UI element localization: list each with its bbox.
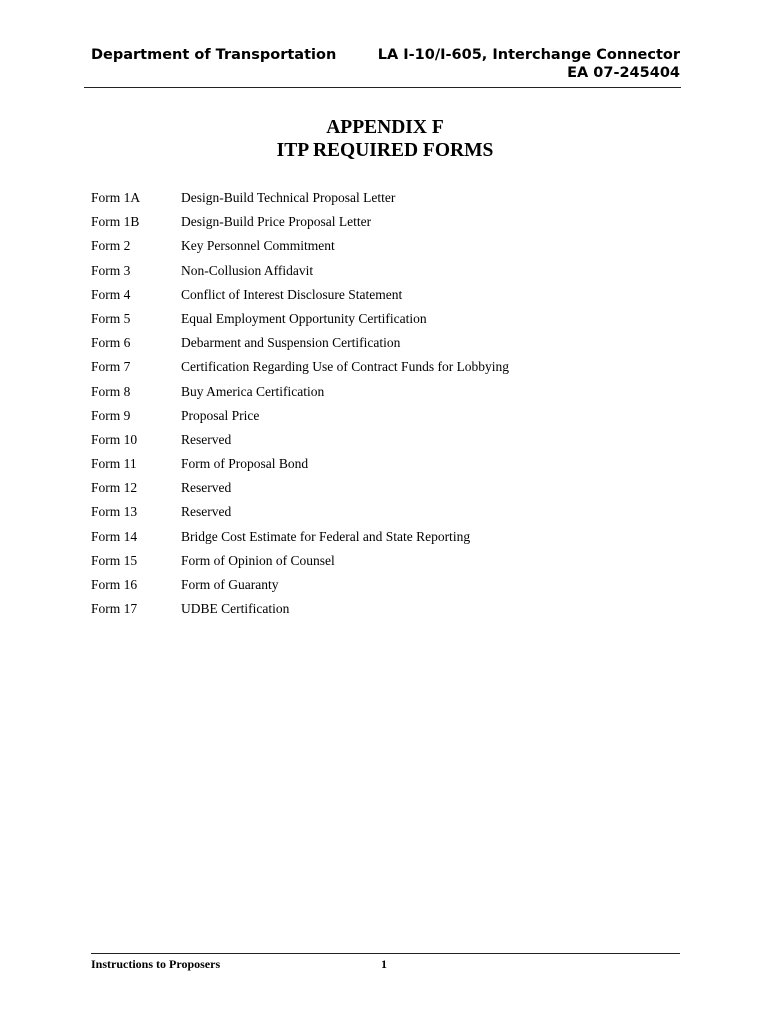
form-list-item (91, 356, 509, 380)
form-title: Key Personnel Commitment (181, 238, 335, 254)
form-list-item (91, 187, 509, 211)
form-list-item (91, 211, 509, 235)
form-number: Form 17 (91, 601, 138, 617)
form-number: Form 8 (91, 383, 131, 399)
form-list-item (91, 526, 509, 550)
form-list-item (91, 574, 509, 598)
form-list-item (91, 453, 509, 477)
forms-list (91, 187, 509, 622)
footer-section-title: Instructions to Proposers (91, 957, 221, 971)
form-title: Debarment and Suspension Certification (181, 335, 401, 351)
form-title: Reserved (181, 480, 232, 496)
form-list-item (91, 550, 509, 574)
form-number: Form 7 (91, 359, 131, 375)
form-number: Form 6 (91, 335, 131, 351)
form-number: Form 2 (91, 238, 131, 254)
form-number: Form 10 (91, 431, 138, 447)
appendix-subtitle: ITP REQUIRED FORMS (276, 140, 494, 161)
form-title: Reserved (181, 431, 232, 447)
form-number: Form 12 (91, 480, 138, 496)
form-list-item (91, 598, 509, 622)
footer-divider (91, 953, 680, 954)
form-list-item (91, 381, 509, 405)
form-title: Form of Proposal Bond (181, 456, 309, 472)
form-number: Form 3 (91, 262, 131, 278)
form-number: Form 1A (91, 190, 141, 205)
form-title: Proposal Price (181, 407, 260, 423)
form-number: Form 13 (91, 504, 138, 520)
form-list-item (91, 501, 509, 525)
form-number: Form 1B (91, 214, 140, 230)
form-number: Form 14 (91, 528, 138, 544)
form-number: Form 4 (91, 286, 131, 302)
form-list-item (91, 235, 509, 259)
form-title: Reserved (181, 504, 232, 520)
form-list-item (91, 429, 509, 453)
form-list-item (91, 405, 509, 429)
header-project-block (378, 46, 680, 82)
form-list-item (91, 284, 509, 308)
header-divider (84, 87, 681, 88)
appendix-title: APPENDIX F (326, 117, 444, 138)
form-number: Form 15 (91, 552, 138, 568)
form-number: Form 5 (91, 310, 131, 326)
form-number: Form 16 (91, 577, 138, 592)
form-title: UDBE Certification (181, 601, 290, 617)
header-project: LA I-10/I-605, Interchange Connector (377, 47, 680, 63)
form-title: Design-Build Technical Proposal Letter (181, 190, 396, 205)
header-department: Department of Transportation (91, 47, 337, 63)
form-title: Buy America Certification (181, 383, 325, 399)
form-title: Non-Collusion Affidavit (181, 262, 314, 278)
form-title: Form of Guaranty (181, 577, 279, 592)
form-list-item (91, 477, 509, 501)
form-title: Design-Build Price Proposal Letter (181, 214, 372, 230)
form-list-item (91, 308, 509, 332)
form-title: Conflict of Interest Disclosure Statement (181, 286, 403, 302)
form-title: Bridge Cost Estimate for Federal and State Reporting (181, 528, 471, 544)
form-list-item (91, 332, 509, 356)
form-title: Form of Opinion of Counsel (181, 552, 335, 568)
header-ea-number: EA 07-245404 (567, 65, 680, 81)
form-number: Form 9 (91, 407, 131, 423)
form-list-item (91, 260, 509, 284)
page-number: 1 (381, 957, 387, 971)
form-number: Form 11 (91, 456, 137, 472)
form-title: Certification Regarding Use of Contract Funds for Lobbying (181, 359, 510, 375)
form-title: Equal Employment Opportunity Certification (181, 310, 427, 326)
